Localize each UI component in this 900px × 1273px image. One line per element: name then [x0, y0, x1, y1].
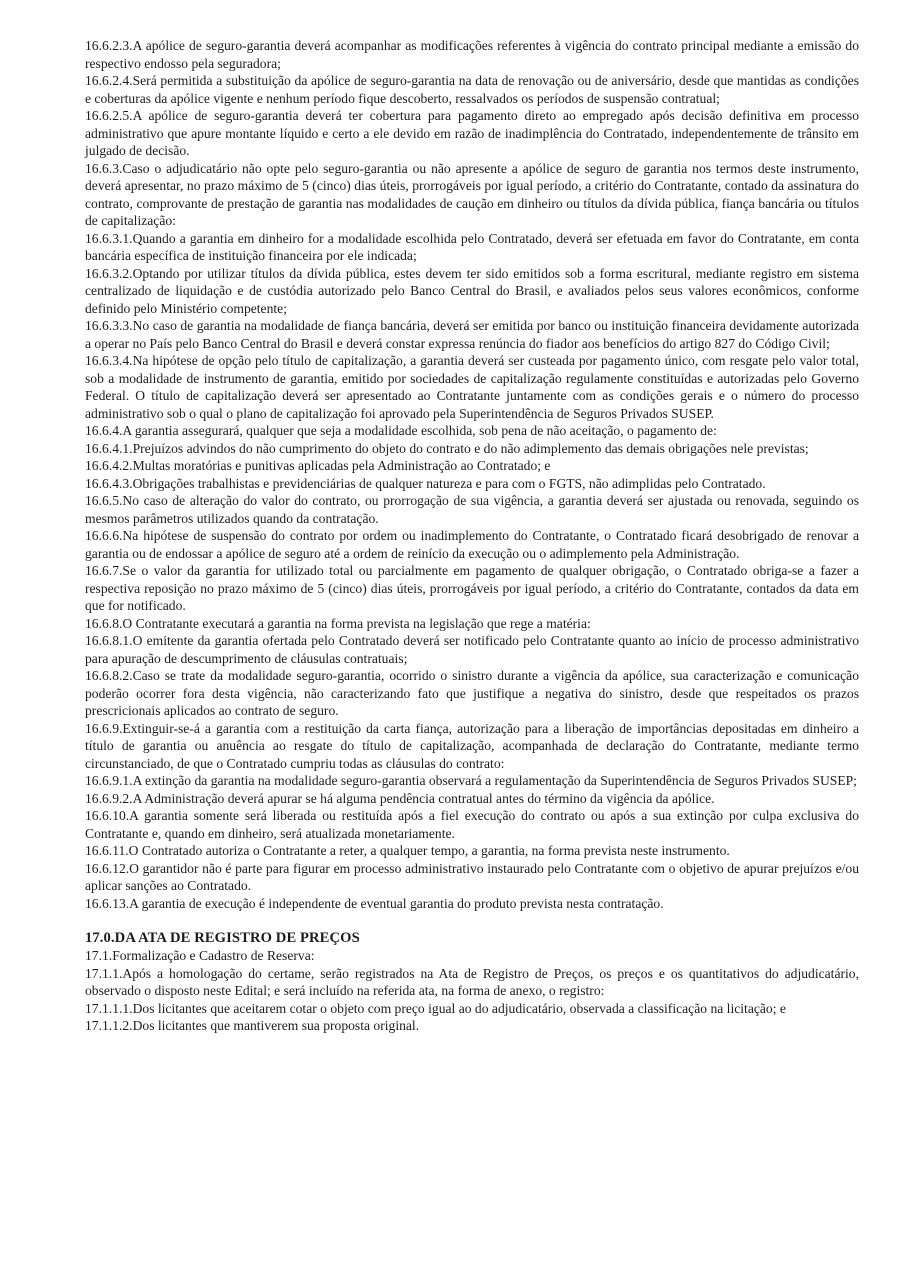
paragraph: 16.6.8.1.O emitente da garantia ofertada pelo Contratado deverá ser notificado pelo Contratante quanto ao início de processo administrativo para apuração de descumprimento de cláusulas contratuais;: [85, 633, 859, 666]
paragraph: 16.6.11.O Contratado autoriza o Contratante a reter, a qualquer tempo, a garantia, na forma prevista neste instrumento.: [85, 843, 730, 858]
paragraph: 16.6.4.3.Obrigações trabalhistas e previdenciárias de qualquer natureza e para com o FGTS, não adimplidas pelo Contratado.: [85, 475, 766, 491]
paragraph: 16.6.4.A garantia assegurará, qualquer que seja a modalidade escolhida, sob pena de não aceitação, o pagamento de:: [85, 423, 717, 438]
paragraph: 16.6.5.No caso de alteração do valor do contrato, ou prorrogação de sua vigência, a garantia deverá ser ajustada ou renovada, seguindo os mesmos parâmetros utilizados quando da contratação.: [85, 493, 859, 526]
paragraph: 16.6.9.2.A Administração deverá apurar se há alguma pendência contratual antes do término da vigência da apólice.: [85, 790, 715, 806]
paragraph: 16.6.4.2.Multas moratórias e punitivas aplicadas pela Administração ao Contratado; e: [85, 458, 551, 473]
paragraph: 16.6.3.1.Quando a garantia em dinheiro for a modalidade escolhida pelo Contratado, deverá ser efetuada em favor do Contratante, em conta bancária específica de instituição financeira por ele indicada;: [85, 230, 859, 263]
paragraph: 16.6.9.Extinguir-se-á a garantia com a restituição da carta fiança, autorização para a liberação de importâncias depositadas em dinheiro a título de garantia ou anuência ao resgate do título de capitalização, acompanhada de declaração do Contratante, mediante termo circunstanciado, de que o Contratado cumpriu todas as cláusulas do contrato:: [85, 720, 859, 771]
section-heading: 17.0.DA ATA DE REGISTRO DE PREÇOS: [85, 929, 360, 946]
paragraph: 16.6.8.O Contratante executará a garantia na forma prevista na legislação que rege a matéria:: [85, 615, 591, 631]
paragraph: 16.6.6.Na hipótese de suspensão do contrato por ordem ou inadimplemento do Contratante, o Contratado ficará desobrigado de renovar a garantia ou de endossar a apólice de seguro até a ordem de reinício da execução ou o adimplemento pela Administração.: [85, 528, 859, 561]
paragraph: 16.6.2.4.Será permitida a substituição da apólice de seguro-garantia na data de renovação ou de aniversário, desde que mantidas as condições e coberturas da apólice vigente e nenhum período fique descoberto, ressalvados os períodos de suspensão contratual;: [85, 73, 859, 106]
paragraph: 17.1.1.1.Dos licitantes que aceitarem cotar o objeto com preço igual ao do adjudicatário, observada a classificação na licitação; e: [85, 1000, 786, 1016]
paragraph: 16.6.2.3.A apólice de seguro-garantia deverá acompanhar as modificações referentes à vigência do contrato principal mediante a emissão do respectivo endosso pela seguradora;: [85, 38, 859, 71]
paragraph: 17.1.1.2.Dos licitantes que mantiverem sua proposta original.: [85, 1018, 420, 1033]
paragraph: 16.6.9.1.A extinção da garantia na modalidade seguro-garantia observará a regulamentação da Superintendência de Seguros Privados SUSEP;: [85, 773, 857, 788]
paragraph: 16.6.3.Caso o adjudicatário não opte pelo seguro-garantia ou não apresente a apólice de seguro de garantia nos termos deste instrumento, deverá apresentar, no prazo máximo de 5 (cinco) dias úteis, prorrogáveis por igual período, a critério do Contratante, contado da assinatura do contrato, comprovante de prestação de garantia nas modalidades de caução em dinheiro ou títulos da dívida pública, fiança bancária ou títulos de capitalização:: [85, 160, 859, 228]
paragraph: 16.6.10.A garantia somente será liberada ou restituída após a fiel execução do contrato ou após a sua extinção por culpa exclusiva do Contratante e, quando em dinheiro, será atualizada monetariamente.: [85, 808, 859, 841]
paragraph: 16.6.2.5.A apólice de seguro-garantia deverá ter cobertura para pagamento direto ao empregado após decisão definitiva em processo administrativo que apure montante líquido e certo a ele devido em razão de inadimplência do Contratado, independentemente de trânsito em julgado de decisão.: [85, 108, 859, 158]
paragraph: 16.6.3.2.Optando por utilizar títulos da dívida pública, estes devem ter sido emitidos sob a forma escritural, mediante registro em sistema centralizado de liquidação e de custódia autorizado pelo Banco Central do Brasil, e avaliados pelos seus valores econômicos, conforme definido pelo Ministério competente;: [85, 265, 859, 316]
paragraph: 16.6.4.1.Prejuízos advindos do não cumprimento do objeto do contrato e do não adimplemento das demais obrigações nele previstas;: [85, 440, 809, 456]
paragraph: 16.6.3.4.Na hipótese de opção pelo título de capitalização, a garantia deverá ser custeada por pagamento único, com resgate pelo valor total, sob a modalidade de instrumento de garantia, emitido por sociedades de capitalização regulamente constituídas e autorizadas pelo Governo Federal. O título de capitalização deverá ser apresentado ao Contratante juntamente com as condições gerais e o número do processo administrativo sob o qual o plano de capitalização foi aprovado pela Superintendência de Seguros Privados SUSEP.: [85, 353, 859, 421]
paragraph: 16.6.8.2.Caso se trate da modalidade seguro-garantia, ocorrido o sinistro durante a vigência da apólice, sua caracterização e comunicação poderão ocorrer fora desta vigência, não caracterizando fato que justifique a negativa do sinistro, desde que respeitados os prazos prescricionais aplicados ao contrato de seguro.: [85, 668, 859, 718]
paragraph: 16.6.7.Se o valor da garantia for utilizado total ou parcialmente em pagamento de qualquer obrigação, o Contratado obriga-se a fazer a respectiva reposição no prazo máximo de 5 (cinco) dias úteis, prorrogáveis por igual período, a critério do Contratante, contados da data em que for notificado.: [85, 563, 859, 613]
paragraph: 16.6.3.3.No caso de garantia na modalidade de fiança bancária, deverá ser emitida por banco ou instituição financeira devidamente autorizada a operar no País pelo Banco Central do Brasil e deverá constar expressa renúncia do fiador aos benefícios do artigo 827 do Código Civil;: [85, 318, 859, 351]
paragraph: 17.1.1.Após a homologação do certame, serão registrados na Ata de Registro de Preços, os preços e os quantitativos do adjudicatário, observado o disposto neste Edital; e será incluído na referida ata, na forma de anexo, o registro:: [85, 965, 859, 998]
blank-line: [85, 912, 859, 930]
paragraph: 16.6.12.O garantidor não é parte para figurar em processo administrativo instaurado pelo Contratante com o objetivo de apurar prejuízos e/ou aplicar sanções ao Contratado.: [85, 860, 859, 893]
paragraph: 16.6.13.A garantia de execução é independente de eventual garantia do produto prevista nesta contratação.: [85, 895, 664, 911]
paragraph: 17.1.Formalização e Cadastro de Reserva:: [85, 948, 315, 963]
